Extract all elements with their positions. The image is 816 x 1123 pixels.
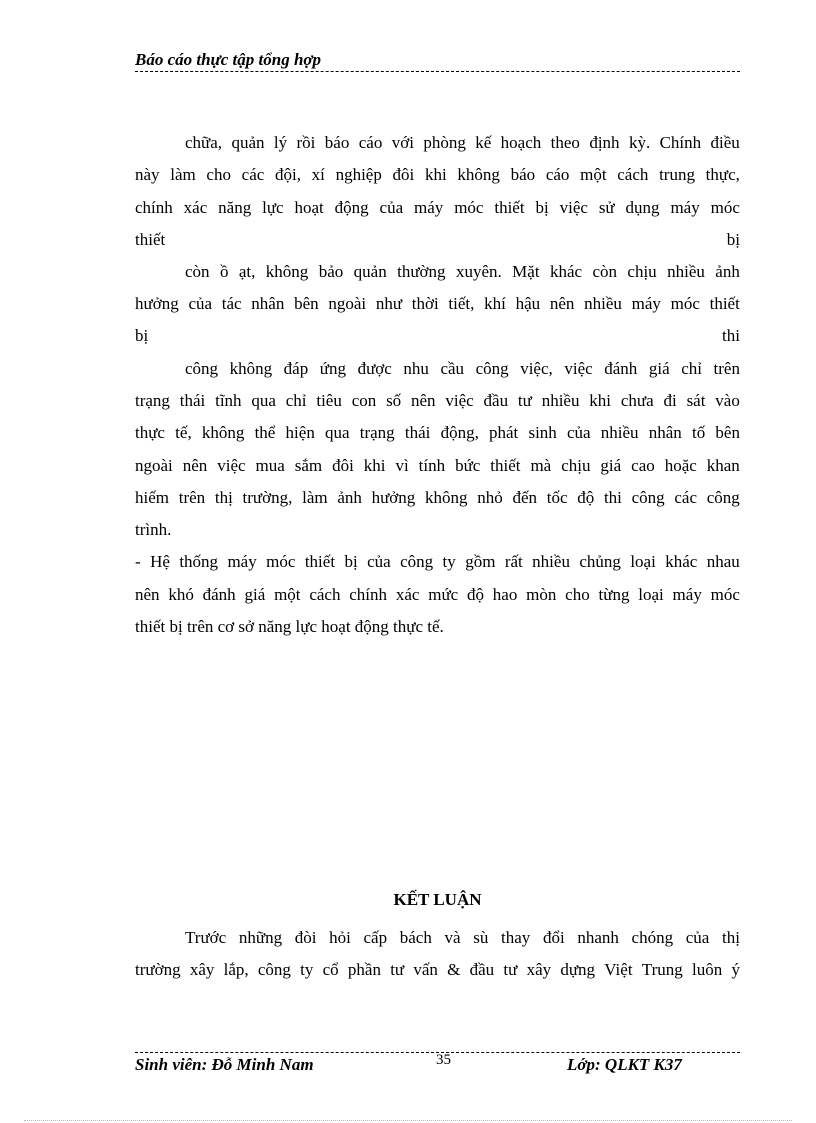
word: lắp, xyxy=(223,960,249,979)
word: cáo xyxy=(358,133,383,152)
word: ty xyxy=(300,960,314,979)
word: nhiều xyxy=(584,294,622,313)
word: trên xyxy=(713,359,740,378)
text-line xyxy=(135,487,740,509)
word: công xyxy=(706,488,740,507)
word: thay xyxy=(501,928,531,947)
word: ngoài xyxy=(328,294,367,313)
word: kế xyxy=(475,133,492,152)
text-line xyxy=(135,229,740,251)
word: nhỏ xyxy=(477,488,503,507)
word: đôi xyxy=(392,165,415,184)
word: quản xyxy=(231,133,265,152)
word: Hệ xyxy=(150,552,170,571)
word: bị xyxy=(135,326,149,345)
word: một xyxy=(274,585,301,604)
word: bên xyxy=(715,423,740,442)
word: bị xyxy=(344,552,358,571)
word: Việt xyxy=(604,960,633,979)
word: Trung xyxy=(641,960,683,979)
text-line: thiết bị trên cơ sở năng lực hoạt động thực tế. xyxy=(135,617,444,636)
conclusion-heading: KẾT LUẬN xyxy=(393,890,482,909)
word: của xyxy=(188,294,213,313)
word: này xyxy=(135,165,160,184)
word: dựng xyxy=(560,960,596,979)
word: không xyxy=(201,423,245,442)
word: không xyxy=(265,262,309,281)
word: nhiều xyxy=(600,423,639,442)
word: thái xyxy=(404,423,431,442)
word: định xyxy=(589,133,620,152)
word: những xyxy=(238,928,283,947)
word: công xyxy=(631,488,665,507)
word: móc xyxy=(266,552,296,571)
word: ồ xyxy=(219,262,229,281)
word: máy xyxy=(414,198,444,217)
word: ạt, xyxy=(238,262,256,281)
word: Mặt xyxy=(512,262,540,281)
word: số xyxy=(386,391,402,410)
word: năng xyxy=(218,198,252,217)
word: nhân xyxy=(251,294,285,313)
word: ty xyxy=(442,552,456,571)
word: nhân xyxy=(648,423,682,442)
word: bảo xyxy=(318,262,344,281)
word: ngoài xyxy=(135,456,173,475)
word: từng xyxy=(598,585,630,604)
word: cho xyxy=(565,585,590,604)
word: nhanh xyxy=(577,928,619,947)
word: mà xyxy=(530,456,552,475)
word: đổi xyxy=(542,928,565,947)
word: ảnh xyxy=(337,488,362,507)
header-divider xyxy=(135,71,740,72)
word: của xyxy=(567,423,591,442)
word: thiết xyxy=(490,456,521,475)
word: nhiều xyxy=(667,262,705,281)
word: Trước xyxy=(185,928,227,947)
word: ứng xyxy=(319,359,346,378)
word: đôi xyxy=(332,456,354,475)
word: công xyxy=(257,960,291,979)
word: rồi xyxy=(296,133,316,152)
word: chỉ xyxy=(681,359,702,378)
word: loại xyxy=(630,552,656,571)
word: tế, xyxy=(175,423,192,442)
word: hưởng xyxy=(371,488,416,507)
word: ý xyxy=(731,960,740,979)
word: bị xyxy=(726,230,740,249)
word: móc xyxy=(454,198,484,217)
word: như xyxy=(375,294,403,313)
word: sinh xyxy=(528,423,557,442)
word: máy xyxy=(670,198,700,217)
word: tư xyxy=(503,960,518,979)
word: đến xyxy=(512,488,538,507)
word: tiết, xyxy=(448,294,475,313)
footer-class: Lớp: QLKT K37 xyxy=(567,1055,682,1074)
text-line: trình. xyxy=(135,520,172,539)
word: vì xyxy=(395,456,409,475)
word: động, xyxy=(440,423,479,442)
word: công xyxy=(185,359,219,378)
word: thực xyxy=(135,423,165,442)
word: cách xyxy=(617,165,649,184)
page-number: 35 xyxy=(436,1052,451,1068)
word: một xyxy=(580,165,607,184)
word: hoạt xyxy=(294,198,324,217)
word: - xyxy=(135,552,141,571)
word: của xyxy=(379,198,404,217)
word: chịu xyxy=(627,262,657,281)
word: xuyên. xyxy=(455,262,502,281)
word: khác xyxy=(665,552,698,571)
word: tĩnh xyxy=(215,391,242,410)
word: báo xyxy=(510,165,536,184)
word: thi xyxy=(722,326,740,345)
word: không xyxy=(425,488,468,507)
word: rất xyxy=(504,552,523,571)
word: bị xyxy=(535,198,549,217)
word: xây xyxy=(526,960,552,979)
word: kỳ. xyxy=(628,133,651,152)
word: Chính xyxy=(659,133,702,152)
word: thiết xyxy=(494,198,525,217)
word: chỉ xyxy=(285,391,307,410)
word: máy xyxy=(227,552,257,571)
word: nhiều xyxy=(532,552,570,571)
word: tốc xyxy=(546,488,568,507)
word: dụng xyxy=(625,198,660,217)
conclusion-line xyxy=(135,959,740,981)
word: nhau xyxy=(706,552,740,571)
word: thiết xyxy=(304,552,336,571)
word: việc, xyxy=(520,359,553,378)
word: mua xyxy=(255,456,285,475)
word: luôn xyxy=(691,960,723,979)
word: thi xyxy=(603,488,622,507)
word: phòng xyxy=(423,133,466,152)
text-line xyxy=(185,358,740,380)
word: chữa, xyxy=(185,133,223,152)
word: giá xyxy=(244,585,266,604)
word: cao xyxy=(631,456,655,475)
word: nên xyxy=(135,585,160,604)
word: hưởng xyxy=(135,294,179,313)
word: và xyxy=(444,928,461,947)
word: hậu xyxy=(515,294,541,313)
word: phát xyxy=(489,423,519,442)
text-line xyxy=(135,164,740,186)
word: thống xyxy=(179,552,219,571)
word: thể xyxy=(254,423,276,442)
word: thời xyxy=(411,294,439,313)
header-title: Báo cáo thực tập tổng hợp xyxy=(135,50,322,69)
word: nên xyxy=(549,294,575,313)
word: nên xyxy=(182,456,208,475)
word: tư xyxy=(517,391,532,410)
word: mức xyxy=(428,585,459,604)
word: thiết xyxy=(135,230,166,249)
word: của xyxy=(685,928,710,947)
word: tác xyxy=(221,294,242,313)
word: giá xyxy=(600,456,622,475)
word: bách xyxy=(399,928,432,947)
word: đánh xyxy=(604,359,638,378)
word: theo xyxy=(550,133,580,152)
word: gồm xyxy=(465,552,496,571)
word: chóng xyxy=(631,928,674,947)
word: báo xyxy=(324,133,350,152)
word: việc xyxy=(564,359,593,378)
word: thái xyxy=(179,391,206,410)
footer-student: Sinh viên: Đỗ Minh Nam xyxy=(135,1055,314,1074)
word: hoạch xyxy=(500,133,542,152)
word: sử xyxy=(598,198,615,217)
text-line xyxy=(135,197,740,219)
word: làm xyxy=(302,488,328,507)
word: cáo xyxy=(545,165,570,184)
word: con xyxy=(351,391,377,410)
word: & xyxy=(447,960,461,979)
word: hoặc xyxy=(664,456,697,475)
word: thị xyxy=(721,928,740,947)
conclusion-line xyxy=(185,927,740,949)
word: lý xyxy=(273,133,288,152)
word: chưa xyxy=(620,391,654,410)
word: cổ xyxy=(322,960,339,979)
word: chính xyxy=(135,198,173,217)
word: bên xyxy=(294,294,319,313)
word: đầu xyxy=(483,391,509,410)
word: nghiệp xyxy=(335,165,382,184)
word: nhiều xyxy=(541,391,580,410)
word: không xyxy=(457,165,500,184)
word: quản xyxy=(353,262,387,281)
word: đánh xyxy=(202,585,236,604)
word: hỏi xyxy=(329,928,351,947)
word: qua xyxy=(325,423,350,442)
word: các xyxy=(241,165,265,184)
text-line xyxy=(135,551,740,573)
word: đáp xyxy=(283,359,309,378)
word: cầu xyxy=(440,359,465,378)
word: tiêu xyxy=(316,391,342,410)
word: khí xyxy=(484,294,506,313)
text-line xyxy=(135,390,740,412)
word: móc xyxy=(710,198,740,217)
word: độ xyxy=(577,488,595,507)
word: trường, xyxy=(242,488,293,507)
word: trạng xyxy=(135,391,170,410)
word: việc xyxy=(559,198,588,217)
word: sát xyxy=(686,391,706,410)
word: móc xyxy=(710,585,740,604)
word: trung xyxy=(659,165,695,184)
word: khi xyxy=(424,165,447,184)
word: đi xyxy=(663,391,677,410)
word: lực xyxy=(262,198,284,217)
word: phần xyxy=(347,960,381,979)
word: chịu xyxy=(561,456,591,475)
word: việc xyxy=(217,456,246,475)
word: qua xyxy=(251,391,276,410)
text-line xyxy=(135,422,740,444)
word: xác xyxy=(183,198,208,217)
word: mòn xyxy=(526,585,557,604)
word: thường xyxy=(397,262,446,281)
word: trường xyxy=(135,960,181,979)
word: máy xyxy=(672,585,702,604)
word: tính xyxy=(418,456,446,475)
word: cấp xyxy=(363,928,388,947)
word: nhu xyxy=(403,359,429,378)
word: xây xyxy=(189,960,215,979)
word: loại xyxy=(638,585,664,604)
word: hiện xyxy=(285,423,315,442)
word: trên xyxy=(178,488,206,507)
word: trạng xyxy=(359,423,395,442)
word: với xyxy=(391,133,414,152)
word: còn xyxy=(185,262,210,281)
word: khó xyxy=(168,585,194,604)
word: chính xyxy=(349,585,388,604)
word: máy xyxy=(631,294,661,313)
word: xí xyxy=(311,165,325,184)
word: động xyxy=(334,198,369,217)
word: thiết xyxy=(709,294,740,313)
word: bức xyxy=(455,456,481,475)
word: các xyxy=(674,488,698,507)
word: làm xyxy=(170,165,196,184)
word: tư xyxy=(390,960,405,979)
word: đòi xyxy=(294,928,317,947)
page-bottom-edge xyxy=(24,1120,792,1121)
word: sù xyxy=(473,928,489,947)
word: đội, xyxy=(274,165,301,184)
word: ảnh xyxy=(715,262,740,281)
word: điều xyxy=(710,133,740,152)
word: độ xyxy=(467,585,484,604)
word: không xyxy=(229,359,273,378)
text-line xyxy=(185,132,740,154)
word: khi xyxy=(363,456,386,475)
word: giá xyxy=(648,359,670,378)
word: công xyxy=(400,552,434,571)
word: xác xyxy=(395,585,420,604)
word: thị xyxy=(214,488,233,507)
word: còn xyxy=(592,262,617,281)
word: của xyxy=(367,552,391,571)
word: khan xyxy=(706,456,740,475)
word: công xyxy=(475,359,509,378)
text-line xyxy=(185,261,740,283)
text-line xyxy=(135,455,740,477)
word: việc xyxy=(445,391,474,410)
word: khác xyxy=(549,262,583,281)
word: khi xyxy=(589,391,612,410)
word: hiếm xyxy=(135,488,169,507)
word: được xyxy=(357,359,392,378)
word: móc xyxy=(670,294,700,313)
word: hao xyxy=(492,585,518,604)
text-line xyxy=(135,325,740,347)
word: vào xyxy=(715,391,740,410)
word: đầu xyxy=(469,960,495,979)
word: vấn xyxy=(413,960,438,979)
text-line xyxy=(135,584,740,606)
word: thực, xyxy=(705,165,740,184)
word: tố xyxy=(691,423,706,442)
text-line xyxy=(135,293,740,315)
word: cho xyxy=(206,165,231,184)
word: nên xyxy=(411,391,436,410)
word: chủng xyxy=(579,552,621,571)
word: cách xyxy=(309,585,341,604)
word: sắm xyxy=(294,456,323,475)
